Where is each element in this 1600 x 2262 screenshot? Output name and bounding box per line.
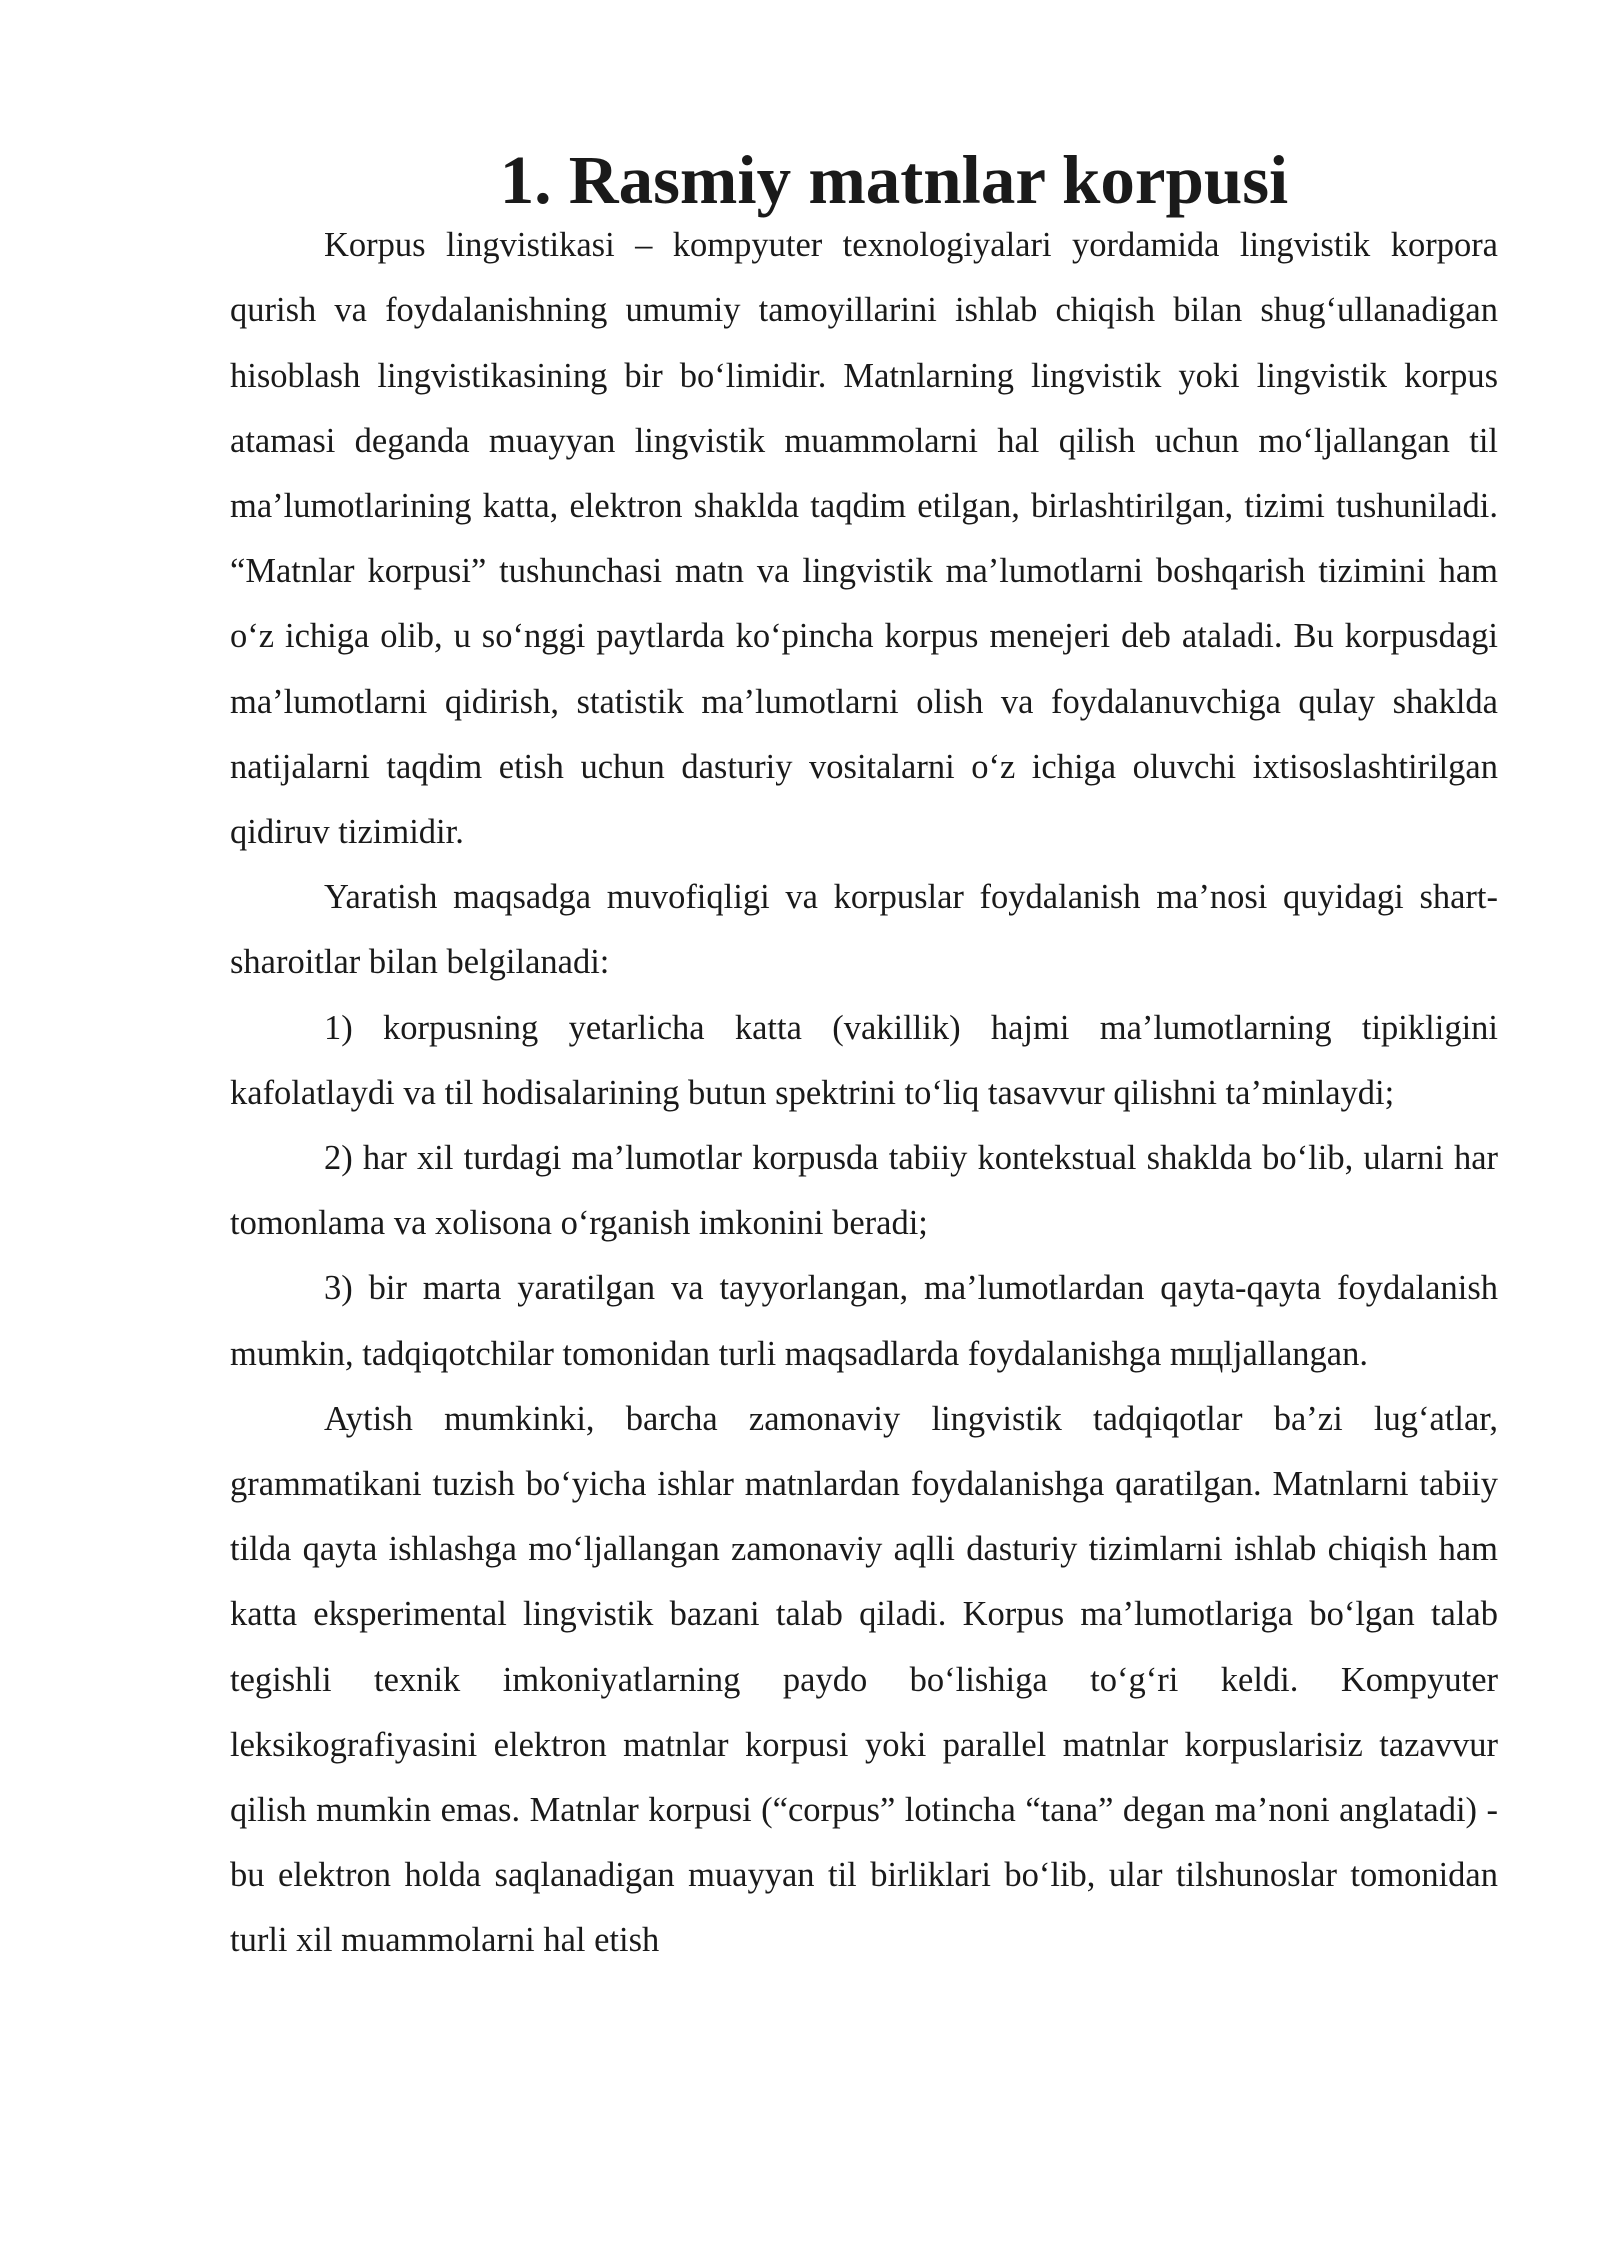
section-title: 1. Rasmiy matnlar korpusi <box>499 142 1289 218</box>
document-page <box>230 142 1498 1974</box>
list-item-condition-3: 3) bir marta yaratilgan va tayyorlangan, ma’lumotlardan qayta-qayta foydalanish mumkin, tadqiqotchilar tomonidan turli maqsadlarda foydalanishga mщljallangan. <box>230 1269 1498 1373</box>
list-item-condition-1: 1) korpusning yetarlicha katta (vakillik) hajmi ma’lumotlarning tipikligini kafolatlaydi va til hodisalarining butun spektrini to‘liq tasavvur qilishni ta’minlaydi; <box>230 1008 1498 1112</box>
paragraph-corpus-linguistics: Korpus lingvistikasi – kompyuter texnologiyalari yordamida lingvistik korpora qurish va foydalanishning umumiy tamoyillarini ishlab chiqish bilan shug‘ullanadigan hisoblash lingvistikasining bir bo‘limidir. Matnlarning lingvistik yoki lingvistik korpus atamasi deganda muayyan lingvistik muammolarni hal qilish uchun mo‘ljallangan til ma’lumotlarining katta, elektron shaklda taqdim etilgan, birlashtirilgan, tizimi tushuniladi. “Matnlar korpusi” tushunchasi matn va lingvistik ma’lumotlarni boshqarish tizimini ham o‘z ichiga olib, u so‘nggi paytlarda ko‘pincha korpus menejeri deb ataladi. Bu korpusdagi ma’lumotlarni qidirish, statistik ma’lumotlarni olish va foydalanuvchiga qulay shaklda natijalarni taqdim etish uchun dasturiy vositalarni o‘z ichiga oluvchi ixtisoslashtirilgan qidiruv tizimidir. <box>230 226 1498 852</box>
paragraph-conditions-intro: Yaratish maqsadga muvofiqligi va korpuslar foydalanish ma’nosi quyidagi shart-sharoitlar bilan belgilanadi: <box>230 878 1498 982</box>
list-item-condition-2: 2) har xil turdagi ma’lumotlar korpusda tabiiy kontekstual shaklda bo‘lib, ularni har tomonlama va xolisona o‘rganish imkonini beradi; <box>230 1139 1498 1243</box>
paragraph-modern-research: Aytish mumkinki, barcha zamonaviy lingvistik tadqiqotlar ba’zi lug‘atlar, grammatikani tuzish bo‘yicha ishlar matnlardan foydalanishga qaratilgan. Matnlarni tabiiy tilda qayta ishlashga mo‘ljallangan zamonaviy aqlli dasturiy tizimlarni ishlab chiqish ham katta eksperimental lingvistik bazani talab qiladi. Korpus ma’lumotlariga bo‘lgan talab tegishli texnik imkoniyatlarning paydo bo‘lishiga to‘g‘ri keldi. Kompyuter leksikografiyasini elektron matnlar korpusi yoki parallel matnlar korpuslarisiz tazavvur qilish mumkin emas. Matnlar korpusi (“corpus” lotincha “tana” degan ma’noni anglatadi) - bu elektron holda saqlanadigan muayyan til birliklari bo‘lib, ular tilshunoslar tomonidan turli xil muammolarni hal etish <box>230 1399 1498 1960</box>
